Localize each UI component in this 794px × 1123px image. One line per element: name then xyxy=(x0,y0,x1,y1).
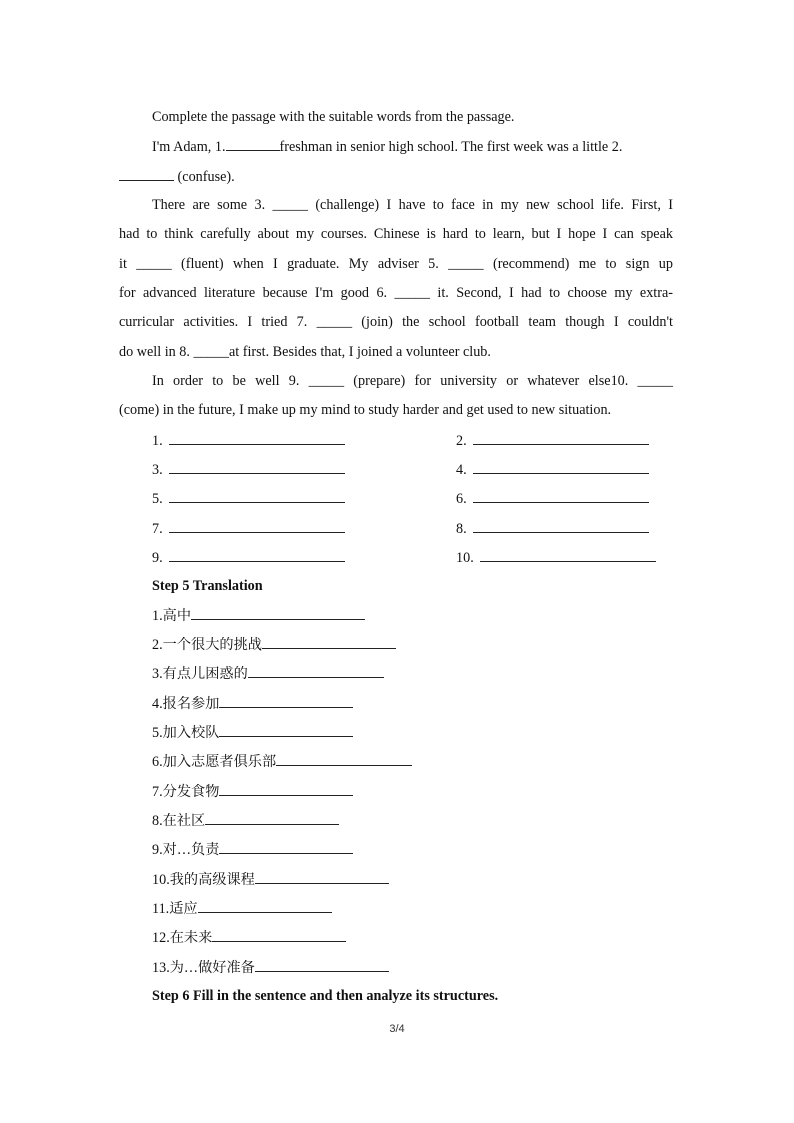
passage-line-5: it _____ (fluent) when I graduate. My adviser 5. _____ (recommend) me to sign up xyxy=(119,256,673,272)
answer-10 xyxy=(456,548,656,567)
answer-blank[interactable] xyxy=(480,548,656,562)
answer-blank[interactable] xyxy=(169,548,345,562)
answer-blank[interactable] xyxy=(169,489,345,503)
translation-blank[interactable] xyxy=(219,723,353,737)
answer-number: 5. xyxy=(152,491,163,507)
answer-1 xyxy=(152,431,345,450)
answer-blank[interactable] xyxy=(473,431,649,445)
translation-item-13 xyxy=(152,958,389,977)
page-number: 3/4 xyxy=(389,1023,405,1035)
translation-prompt: 12.在未来 xyxy=(152,930,213,946)
translation-prompt: 2.一个很大的挑战 xyxy=(152,637,262,653)
answer-blank[interactable] xyxy=(169,431,345,445)
answer-number: 4. xyxy=(456,462,467,478)
translation-blank[interactable] xyxy=(205,811,339,825)
blank-1[interactable] xyxy=(226,137,280,151)
passage-line-2-text: (confuse). xyxy=(177,169,235,185)
translation-prompt: 9.对…负责 xyxy=(152,842,220,858)
translation-blank[interactable] xyxy=(255,958,389,972)
answer-number: 2. xyxy=(456,433,467,449)
translation-blank[interactable] xyxy=(191,606,365,620)
translation-prompt: 6.加入志愿者俱乐部 xyxy=(152,754,277,770)
answer-number: 7. xyxy=(152,521,163,537)
translation-prompt: 4.报名参加 xyxy=(152,696,220,712)
translation-blank[interactable] xyxy=(219,694,353,708)
blank-2[interactable] xyxy=(119,167,174,181)
translation-blank[interactable] xyxy=(219,840,353,854)
answer-number: 10. xyxy=(456,550,474,566)
passage-line-7: curricular activities. I tried 7. _____ (join) the school football team though I couldn't xyxy=(119,314,673,330)
passage-line-4: had to think carefully about my courses. Chinese is hard to learn, but I hope I can speak xyxy=(119,226,673,242)
translation-item-8 xyxy=(152,811,339,830)
translation-item-5 xyxy=(152,723,353,742)
instruction-text: Complete the passage with the suitable words from the passage. xyxy=(152,109,515,125)
translation-prompt: 8.在社区 xyxy=(152,813,206,829)
translation-item-6 xyxy=(152,752,412,771)
passage-line-8: do well in 8. _____at first. Besides that, I joined a volunteer club. xyxy=(119,344,491,360)
translation-item-12 xyxy=(152,928,346,947)
answer-9 xyxy=(152,548,345,567)
answer-blank[interactable] xyxy=(169,460,345,474)
passage-line-6: for advanced literature because I'm good 6. _____ it. Second, I had to choose my extra- xyxy=(119,285,673,301)
answer-5 xyxy=(152,489,345,508)
translation-item-9 xyxy=(152,840,353,859)
translation-blank[interactable] xyxy=(276,752,412,766)
translation-prompt: 10.我的高级课程 xyxy=(152,872,255,888)
answer-number: 1. xyxy=(152,433,163,449)
answer-number: 3. xyxy=(152,462,163,478)
answer-number: 9. xyxy=(152,550,163,566)
translation-blank[interactable] xyxy=(255,870,389,884)
answer-3 xyxy=(152,460,345,479)
translation-blank[interactable] xyxy=(198,899,332,913)
translation-item-10 xyxy=(152,870,389,889)
passage-line-2 xyxy=(119,167,235,186)
translation-item-3 xyxy=(152,664,384,683)
answer-number: 6. xyxy=(456,491,467,507)
translation-blank[interactable] xyxy=(248,664,384,678)
passage-line-1-end: freshman in senior high school. The first week was a little 2. xyxy=(279,139,623,155)
translation-prompt: 13.为…做好准备 xyxy=(152,960,255,976)
answer-blank[interactable] xyxy=(473,489,649,503)
answer-4 xyxy=(456,460,649,479)
answer-7 xyxy=(152,519,345,538)
translation-prompt: 11.适应 xyxy=(152,901,198,917)
answer-blank[interactable] xyxy=(169,519,345,533)
answer-8 xyxy=(456,519,649,538)
translation-prompt: 7.分发食物 xyxy=(152,784,220,800)
translation-prompt: 5.加入校队 xyxy=(152,725,220,741)
passage-line-3: There are some 3. _____ (challenge) I have to face in my new school life. First, I xyxy=(152,197,673,213)
answer-2 xyxy=(456,431,649,450)
translation-item-1 xyxy=(152,606,365,625)
step6-heading: Step 6 Fill in the sentence and then analyze its structures. xyxy=(152,988,499,1004)
answer-number: 8. xyxy=(456,521,467,537)
translation-blank[interactable] xyxy=(262,635,396,649)
translation-item-7 xyxy=(152,782,353,801)
translation-item-11 xyxy=(152,899,332,918)
answer-blank[interactable] xyxy=(473,519,649,533)
translation-blank[interactable] xyxy=(219,782,353,796)
translation-prompt: 1.高中 xyxy=(152,608,192,624)
answer-6 xyxy=(456,489,649,508)
answer-blank[interactable] xyxy=(473,460,649,474)
passage-line-10: (come) in the future, I make up my mind to study harder and get used to new situation. xyxy=(119,402,612,418)
translation-item-4 xyxy=(152,694,353,713)
passage-line-1 xyxy=(152,137,622,156)
passage-line-1-start: I'm Adam, 1. xyxy=(152,139,226,155)
passage-line-9: In order to be well 9. _____ (prepare) for university or whatever else10. _____ xyxy=(152,373,673,389)
translation-item-2 xyxy=(152,635,396,654)
translation-prompt: 3.有点儿困惑的 xyxy=(152,666,248,682)
step5-heading: Step 5 Translation xyxy=(152,578,263,594)
translation-blank[interactable] xyxy=(212,928,346,942)
